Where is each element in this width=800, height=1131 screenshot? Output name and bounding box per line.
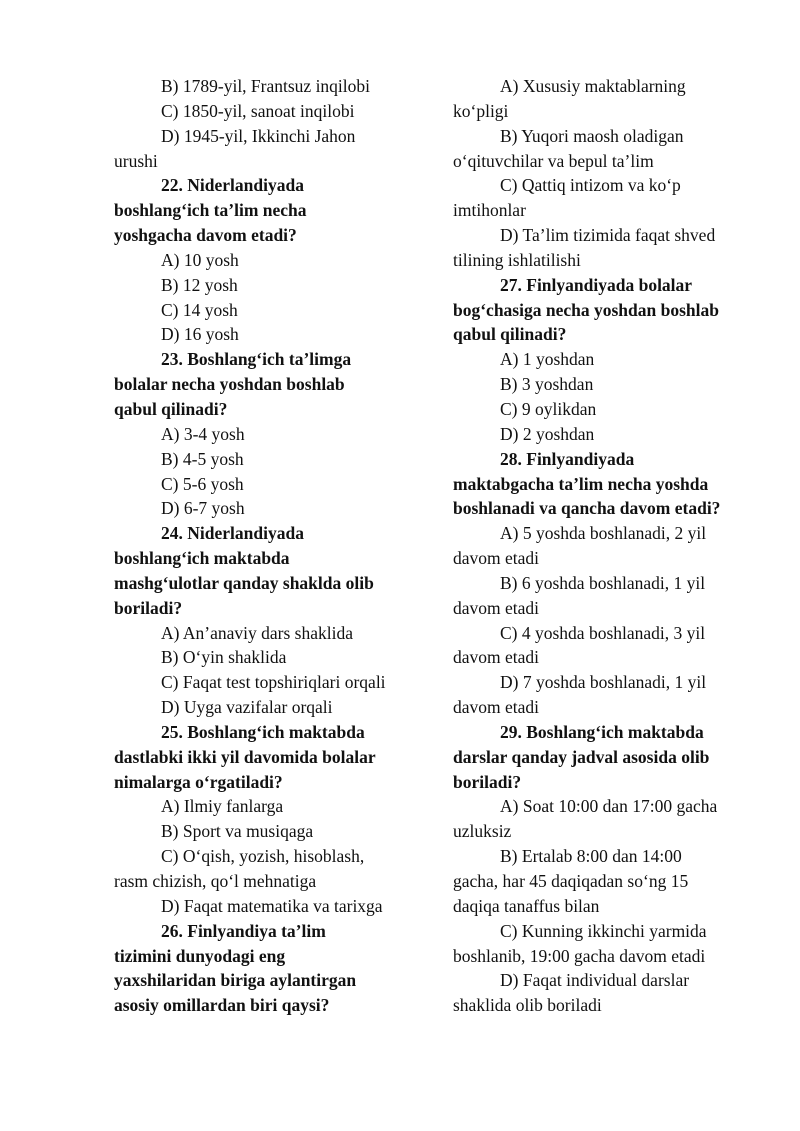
answer-text-line: B) 6 yoshda boshlanadi, 1 yil [500,572,706,593]
answer-text-line: C) 9 oylikdan [500,398,597,419]
answer-text-line: urushi [114,150,158,171]
question-text-line: darslar qanday jadval asosida olib [453,746,710,767]
answer-text-line: B) 3 yoshdan [500,374,594,395]
question-text-line: qabul qilinadi? [453,324,567,345]
answer-text-line: rasm chizish, qo‘l mehnatiga [114,871,317,891]
question-text-line: 22. Niderlandiyada [161,175,304,196]
question-text-line: nimalarga o‘rgatiladi? [114,771,283,792]
answer-text-line: B) 12 yosh [161,274,238,295]
question-text-line: yaxshilaridan biriga aylantirgan [114,970,357,991]
answer-text-line: D) 1945-yil, Ikkinchi Jahon [161,125,356,146]
answer-text-line: D) Faqat individual darslar [500,970,690,991]
answer-text-line: D) 2 yoshdan [500,423,595,444]
answer-text-line: A) 5 yoshda boshlanadi, 2 yil [500,523,707,544]
answer-text-line: C) 14 yosh [161,299,238,320]
question-text-line: 27. Finlyandiyada bolalar [500,274,693,295]
question-text-line: dastlabki ikki yil davomida bolalar [114,746,376,767]
answer-text-line: D) 6-7 yosh [161,498,245,519]
answer-text-line: ko‘pligi [453,100,509,121]
question-text-line: qabul qilinadi? [114,398,228,419]
question-text-line: 25. Boshlang‘ich maktabda [161,721,365,742]
answer-text-line: B) Yuqori maosh oladigan [500,125,684,146]
answer-text-line: gacha, har 45 daqiqadan so‘ng 15 [453,871,689,891]
question-text-line: boshlang‘ich maktabda [114,548,290,569]
answer-text-line: A) An’anaviy dars shaklida [161,622,353,643]
question-text-line: boshlanadi va qancha davom etadi? [453,498,721,519]
answer-text-line: B) Ertalab 8:00 dan 14:00 [500,846,682,867]
answer-text-line: B) O‘yin shaklida [161,647,287,668]
answer-text-line: o‘qituvchilar va bepul ta’lim [453,150,654,171]
answer-text-line: D) Faqat matematika va tarixga [161,895,383,916]
question-text-line: 24. Niderlandiyada [161,523,304,544]
answer-text-line: imtihonlar [453,200,526,221]
right-column [453,74,751,1018]
answer-text-line: D) Uyga vazifalar orqali [161,697,333,718]
answer-text-line: A) Ilmiy fanlarga [161,796,284,817]
question-text-line: 26. Finlyandiya ta’lim [161,920,326,941]
question-text-line: bog‘chasiga necha yoshdan boshlab [453,299,719,320]
question-text-line: boriladi? [114,597,183,618]
answer-text-line: B) 1789-yil, Frantsuz inqilobi [161,76,371,96]
question-text-line: 29. Boshlang‘ich maktabda [500,721,704,742]
answer-text-line: C) 1850-yil, sanoat inqilobi [161,100,355,121]
answer-text-line: shaklida olib boriladi [453,995,602,1016]
answer-text-line: davom etadi [453,597,540,618]
answer-text-line: C) Faqat test topshiriqlari orqali [161,672,386,693]
question-text-line: bolalar necha yoshdan boshlab [114,374,345,395]
answer-text-line: uzluksiz [453,821,512,842]
question-text-line: boriladi? [453,771,522,792]
left-column [114,74,410,1018]
answer-text-line: C) Qattiq intizom va ko‘p [500,175,681,196]
question-text-line: boshlang‘ich ta’lim necha [114,200,307,221]
question-text-line: 23. Boshlang‘ich ta’limga [161,349,352,370]
answer-text-line: A) Xususiy maktablarning [500,76,686,96]
question-text-line: mashg‘ulotlar qanday shaklda olib [114,572,374,593]
answer-text-line: A) 10 yosh [161,249,239,270]
answer-text-line: davom etadi [453,647,540,668]
answer-text-line: B) 4-5 yosh [161,448,244,469]
answer-text-line: A) 3-4 yosh [161,423,245,444]
answer-text-line: D) 7 yoshda boshlanadi, 1 yil [500,672,707,693]
question-text-line: 28. Finlyandiyada [500,448,635,469]
answer-text-line: B) Sport va musiqaga [161,821,314,842]
answer-text-line: A) 1 yoshdan [500,349,595,370]
question-text-line: tizimini dunyodagi eng [114,945,286,966]
answer-text-line: davom etadi [453,548,540,569]
answer-text-line: davom etadi [453,697,540,718]
question-text-line: yoshgacha davom etadi? [114,225,297,246]
answer-text-line: D) 16 yosh [161,324,239,345]
answer-text-line: daqiqa tanaffus bilan [453,895,600,916]
answer-text-line: tilining ishlatilishi [453,249,581,270]
answer-text-line: C) 4 yoshda boshlanadi, 3 yil [500,622,706,643]
answer-text-line: boshlanib, 19:00 gacha davom etadi [453,945,706,966]
answer-text-line: C) O‘qish, yozish, hisoblash, [161,846,365,867]
answer-text-line: C) 5-6 yosh [161,473,244,494]
answer-text-line: A) Soat 10:00 dan 17:00 gacha [500,796,718,817]
answer-text-line: D) Ta’lim tizimida faqat shved [500,225,716,246]
question-text-line: maktabgacha ta’lim necha yoshda [453,473,709,494]
question-text-line: asosiy omillardan biri qaysi? [114,995,330,1016]
answer-text-line: C) Kunning ikkinchi yarmida [500,920,707,941]
